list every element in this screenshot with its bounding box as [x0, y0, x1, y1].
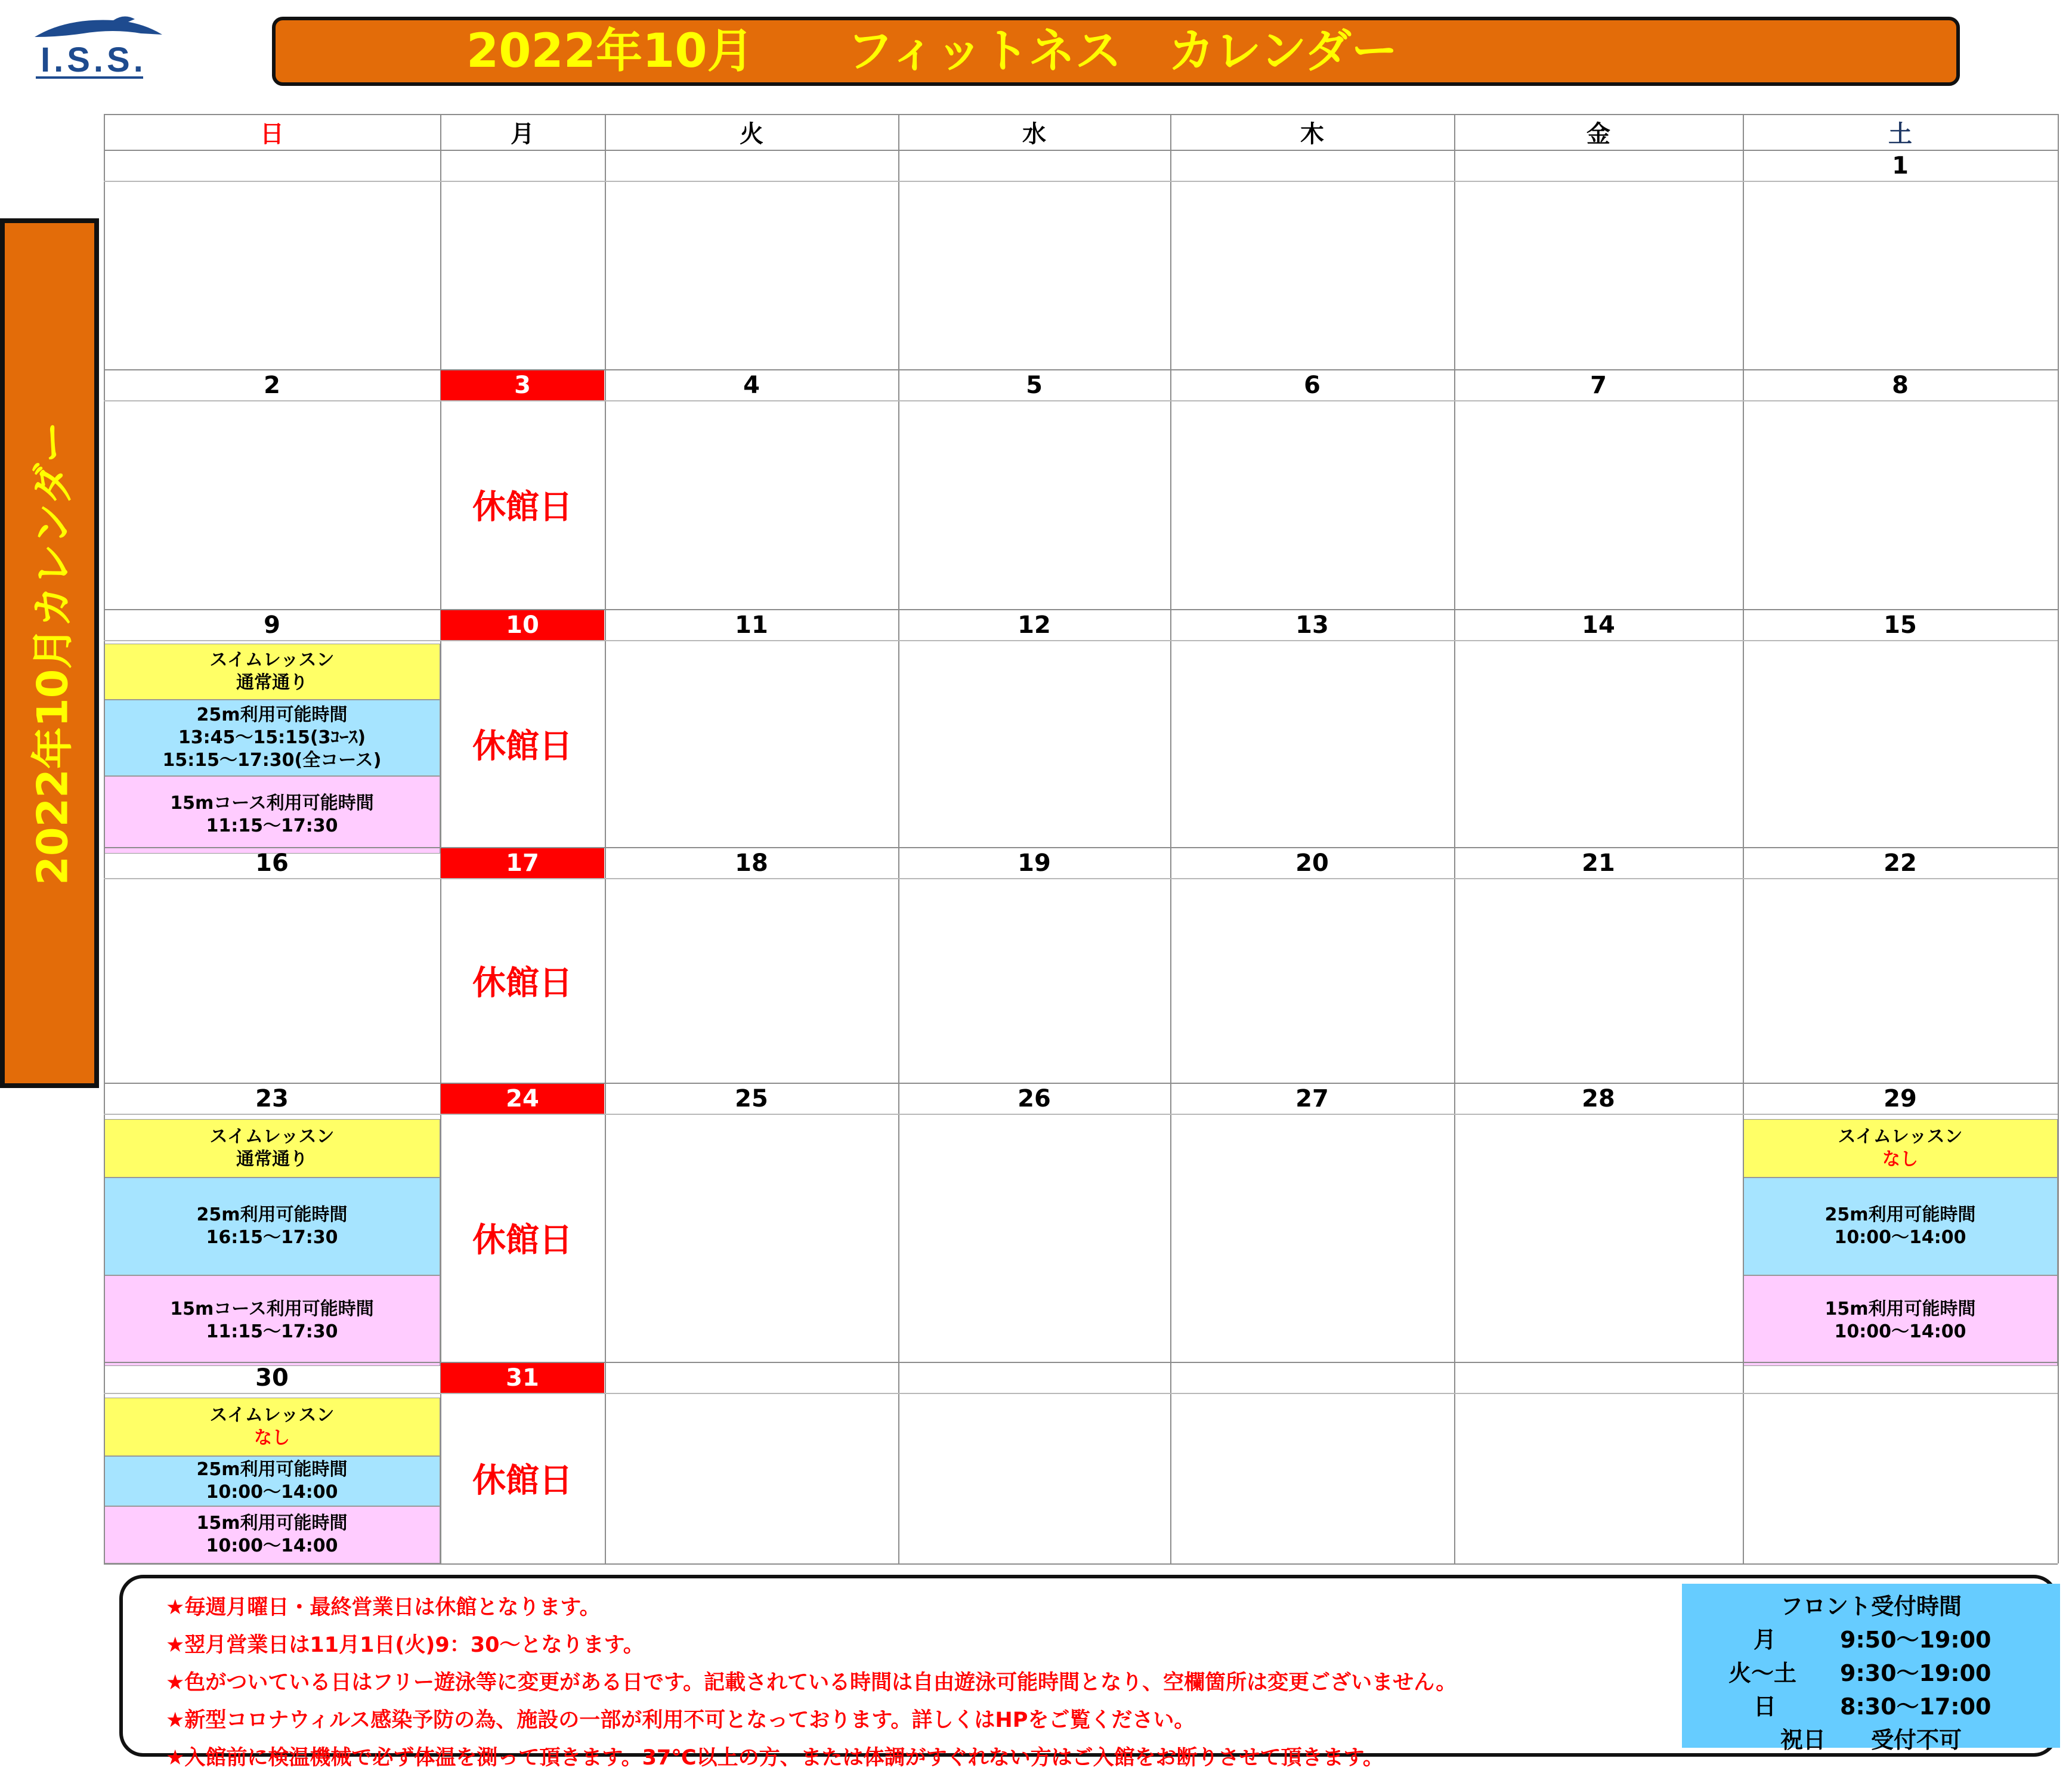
- closed-day-label: 休館日: [472, 1221, 573, 1260]
- pool15-band-oct9: [104, 776, 440, 854]
- lesson-title: スイムレッスン: [209, 1126, 335, 1147]
- front-row-label: 日: [1754, 1693, 1777, 1720]
- grid-hline: [104, 1563, 2058, 1565]
- pool15-title: 15mコース利用可能時間: [170, 793, 374, 814]
- pool25-title: 25m利用可能時間: [196, 1459, 348, 1480]
- pool25-band-oct9: [104, 700, 440, 776]
- closed-day-label: 休館日: [472, 1461, 573, 1500]
- closed-day-label: 休館日: [472, 963, 573, 1003]
- grid-vline: [1170, 114, 1171, 1563]
- pool15-title: 15m利用可能時間: [1824, 1299, 1976, 1319]
- day-number: [441, 151, 604, 181]
- lesson-title: スイムレッスン: [209, 650, 335, 670]
- weekday-tue: 火: [740, 120, 763, 148]
- pool15-time: 10:00〜14:00: [1834, 1321, 1966, 1342]
- day-number: 10: [441, 610, 604, 640]
- front-row-time: 9:30〜19:00: [1840, 1660, 1991, 1686]
- lesson-band-oct9: [104, 644, 440, 700]
- day-number: [1171, 151, 1454, 181]
- front-row-holiday: 祝日 受付不可: [1780, 1727, 1962, 1753]
- grid-hline: [104, 1114, 2058, 1115]
- day-number: 21: [1582, 849, 1615, 877]
- notes-list: [166, 1589, 1456, 1777]
- day-number: 27: [1295, 1085, 1329, 1112]
- front-row-time: 9:50〜19:00: [1840, 1627, 1991, 1653]
- pool15-band-oct30: [104, 1506, 440, 1563]
- grid-vline: [1454, 114, 1455, 1563]
- day-number: [1743, 1363, 2057, 1393]
- day-number: 9: [264, 611, 280, 639]
- grid-vline: [605, 114, 606, 1563]
- side-title-box: [0, 218, 99, 1088]
- day-number: 31: [441, 1363, 604, 1393]
- day-number: [104, 151, 440, 181]
- closed-day-label: 休館日: [472, 727, 573, 766]
- front-row-tue-sat: [1682, 1657, 2060, 1690]
- day-number: 26: [1018, 1085, 1051, 1112]
- lesson-status: なし: [1882, 1149, 1918, 1170]
- day-number: 17: [441, 848, 604, 878]
- day-number: 25: [735, 1085, 768, 1112]
- day-number: 13: [1295, 611, 1329, 639]
- day-number: 5: [1026, 372, 1043, 399]
- day-number: 24: [441, 1084, 604, 1114]
- pool25-time: 10:00〜14:00: [1834, 1227, 1966, 1248]
- pool25-title: 25m利用可能時間: [196, 1204, 348, 1225]
- day-number: 14: [1582, 611, 1615, 639]
- day-number: 23: [255, 1085, 289, 1112]
- lesson-status: 通常通り: [236, 672, 308, 693]
- logo-text: I.S.S.: [41, 41, 147, 79]
- weekday-sun: 日: [260, 120, 284, 148]
- day-number: [899, 1363, 1170, 1393]
- day-number: 6: [1304, 372, 1320, 399]
- pool15-time: 10:00〜14:00: [206, 1535, 338, 1556]
- pool25-band-oct23: [104, 1178, 440, 1275]
- day-number: 3: [441, 370, 604, 400]
- day-number: 8: [1892, 372, 1909, 399]
- note-item: ★翌月営業日は11月1日(火)9：30〜となります。: [166, 1633, 644, 1657]
- day-number: 15: [1884, 611, 1917, 639]
- calendar-grid: [104, 114, 2058, 1563]
- grid-vline: [1743, 114, 1744, 1563]
- note-item: ★入館前に検温機械で必ず体温を測って頂きます。37℃以上の方、または体調がすぐれない方はご入館をお断りさせて頂きます。: [166, 1746, 1384, 1770]
- lesson-band-oct30: [104, 1398, 440, 1456]
- pool15-title: 15m利用可能時間: [196, 1513, 348, 1534]
- grid-vline: [104, 114, 105, 1563]
- day-number: [605, 1363, 898, 1393]
- side-title: 2022年10月カレンダー: [28, 421, 78, 885]
- lesson-band-oct23: [104, 1119, 440, 1178]
- day-number: [899, 151, 1170, 181]
- front-row-label: 火〜土: [1728, 1660, 1797, 1686]
- lesson-title: スイムレッスン: [209, 1405, 335, 1426]
- day-number: 20: [1295, 849, 1329, 877]
- lesson-title: スイムレッスン: [1838, 1126, 1963, 1147]
- day-number: 2: [264, 372, 280, 399]
- weekday-thu: 木: [1300, 120, 1324, 148]
- front-row-label: 月: [1754, 1627, 1777, 1653]
- pool15-time: 11:15〜17:30: [206, 815, 338, 836]
- pool15-band-oct23: [104, 1275, 440, 1366]
- pool25-time-1: 13:45〜15:15(3ｺｰｽ): [178, 727, 366, 748]
- grid-hline: [104, 878, 2058, 879]
- grid-vline: [898, 114, 899, 1563]
- day-number: 16: [255, 849, 289, 877]
- pool25-band-oct29: [1743, 1178, 2058, 1275]
- pool15-title: 15mコース利用可能時間: [170, 1299, 374, 1319]
- front-desk-title: フロント受付時間: [1780, 1593, 1962, 1620]
- day-number: 28: [1582, 1085, 1615, 1112]
- grid-hline: [104, 400, 2058, 401]
- weekday-wed: 水: [1022, 120, 1046, 148]
- pool15-time: 11:15〜17:30: [206, 1321, 338, 1342]
- day-number: [605, 151, 898, 181]
- grid-vline: [2058, 114, 2059, 1563]
- front-desk-hours: [1682, 1584, 2060, 1753]
- grid-hline: [104, 640, 2058, 641]
- weekday-fri: 金: [1587, 120, 1610, 148]
- day-number: 30: [255, 1364, 289, 1392]
- front-row-sun: [1682, 1690, 2060, 1723]
- note-item: ★色がついている日はフリー遊泳等に変更がある日です。記載されている時間は自由遊泳可能時間となり、空欄箇所は変更ございません。: [166, 1671, 1457, 1695]
- pool25-time: 16:15〜17:30: [206, 1227, 338, 1248]
- day-number: 19: [1018, 849, 1051, 877]
- weekday-sat: 土: [1888, 120, 1912, 148]
- day-number: 12: [1018, 611, 1051, 639]
- note-item: ★毎週月曜日・最終営業日は休館となります。: [166, 1596, 601, 1620]
- pool25-title: 25m利用可能時間: [196, 704, 348, 725]
- lesson-band-oct29: [1743, 1119, 2058, 1178]
- day-number: 11: [735, 611, 768, 639]
- day-number: [1455, 1363, 1742, 1393]
- front-row-time: 8:30〜17:00: [1840, 1693, 1991, 1720]
- pool25-band-oct30: [104, 1456, 440, 1506]
- page-title: 2022年10月 フィットネス カレンダー: [272, 17, 1960, 86]
- pool25-time-2: 15:15〜17:30(全コース): [162, 750, 382, 771]
- pool25-time: 10:00〜14:00: [206, 1482, 338, 1503]
- day-number: 29: [1884, 1085, 1917, 1112]
- grid-hline: [104, 181, 2058, 182]
- day-number: 18: [735, 849, 768, 877]
- iss-logo: [24, 13, 179, 85]
- day-number: 7: [1590, 372, 1607, 399]
- day-number: 1: [1892, 152, 1909, 180]
- grid-hline: [104, 114, 2058, 115]
- grid-hline: [104, 1393, 2058, 1394]
- note-item: ★新型コロナウィルス感染予防の為、施設の一部が利用不可となっております。詳しくはHPをご覧ください。: [166, 1708, 1195, 1732]
- weekday-mon: 月: [511, 120, 534, 148]
- lesson-status: なし: [254, 1427, 290, 1448]
- day-number: 22: [1884, 849, 1917, 877]
- pool25-title: 25m利用可能時間: [1824, 1204, 1976, 1225]
- day-number: [1455, 151, 1742, 181]
- front-row-mon: [1682, 1623, 2060, 1657]
- closed-day-label: 休館日: [472, 488, 573, 527]
- day-number: [1171, 1363, 1454, 1393]
- day-number: 4: [743, 372, 760, 399]
- pool15-band-oct29: [1743, 1275, 2058, 1366]
- lesson-status: 通常通り: [236, 1149, 308, 1170]
